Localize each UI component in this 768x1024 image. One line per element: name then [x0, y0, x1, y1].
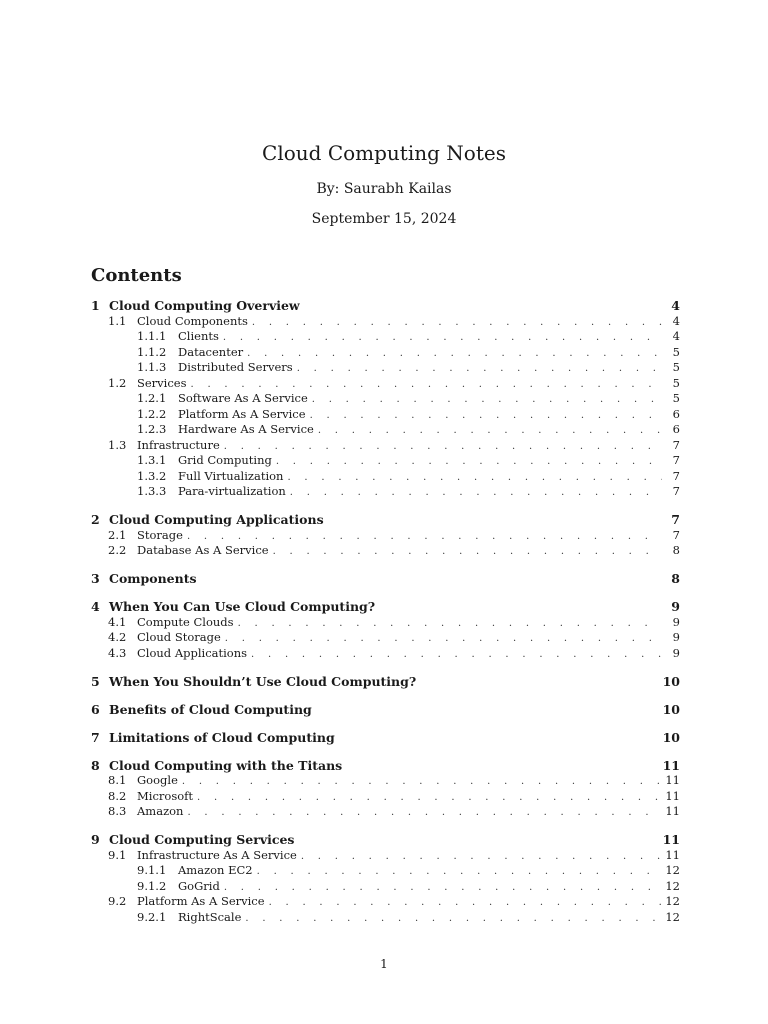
- toc-entry-page: 7: [672, 468, 680, 483]
- toc-entry-page: 12: [665, 878, 680, 893]
- toc-entry-page: 7: [671, 512, 680, 527]
- toc-subsection-entry[interactable]: [91, 314, 680, 330]
- toc-entry-page: 12: [665, 894, 680, 908]
- toc-leader-dots: [224, 880, 662, 896]
- toc-entry-title: Software As A Service: [178, 391, 308, 405]
- toc-section-entry[interactable]: [91, 674, 680, 690]
- toc-entry-page: 11: [662, 757, 680, 773]
- toc-entry-number: 9.2: [108, 894, 127, 908]
- toc-entry-number: 8.3: [108, 804, 127, 818]
- toc-subsubsection-entry[interactable]: [91, 329, 680, 345]
- toc-entry-number: 1.1.2: [137, 344, 167, 359]
- toc-entry-title: Amazon: [137, 804, 184, 818]
- toc-entry-page: 8: [672, 543, 680, 557]
- toc-entry-page: 10: [662, 701, 680, 717]
- toc-entry-page: 11: [665, 773, 680, 787]
- toc-entry-page: 9: [672, 630, 680, 644]
- toc-leader-dots: [287, 470, 662, 486]
- toc-entry-page: 7: [672, 527, 680, 542]
- toc-leader-dots: [224, 439, 662, 455]
- toc-entry-title: Compute Clouds: [137, 614, 234, 629]
- toc-leader-dots: [251, 647, 662, 663]
- toc-subsection-entry[interactable]: [91, 646, 680, 662]
- toc-entry-page: 11: [665, 804, 680, 818]
- toc-entry-number: 1: [91, 298, 100, 313]
- toc-entry-number: 1.3: [108, 437, 127, 452]
- toc-entry-title: Cloud Computing with the Titans: [109, 757, 343, 773]
- toc-entry-title: Cloud Components: [137, 313, 248, 328]
- toc-entry-title: Cloud Computing Overview: [109, 298, 300, 313]
- toc-entry-title: Components: [109, 571, 197, 586]
- toc-entry-number: 5: [91, 673, 100, 689]
- toc-subsubsection-entry[interactable]: [91, 422, 680, 438]
- toc-entry-number: 1.3.3: [137, 484, 167, 498]
- toc-leader-dots: [297, 361, 662, 377]
- toc-entry-number: 4.1: [108, 614, 127, 629]
- toc-entry-page: 10: [662, 673, 680, 689]
- toc-entry-page: 8: [671, 571, 680, 586]
- toc-subsection-entry[interactable]: [91, 789, 680, 805]
- toc-entry-page: 5: [672, 344, 680, 359]
- toc-leader-dots: [276, 454, 662, 470]
- toc-entry-number: 1.2.1: [137, 391, 167, 405]
- toc-entry-title: Clients: [178, 329, 219, 343]
- toc-entry-page: 4: [672, 313, 680, 328]
- toc-entry-number: 1.3.1: [137, 453, 167, 467]
- toc-leader-dots: [247, 346, 662, 362]
- toc-entry-title: Hardware As A Service: [178, 422, 314, 436]
- toc-entry-number: 2.1: [108, 527, 127, 542]
- toc-leader-dots: [252, 315, 662, 331]
- toc-section-entry[interactable]: [91, 599, 680, 615]
- toc-entry-page: 9: [671, 599, 680, 614]
- toc-entry-number: 8: [91, 757, 100, 773]
- toc-entry-title: Microsoft: [137, 788, 194, 803]
- toc-leader-dots: [257, 864, 662, 880]
- toc-entry-title: Cloud Applications: [137, 645, 248, 660]
- toc-entry-title: Para-virtualization: [178, 484, 286, 498]
- toc-leader-dots: [197, 790, 662, 806]
- toc-entry-title: Infrastructure: [137, 437, 220, 452]
- toc-entry-number: 9.2.1: [137, 909, 167, 924]
- document-title: Cloud Computing Notes: [262, 141, 506, 165]
- toc-entry-title: Cloud Storage: [137, 630, 221, 644]
- toc-section-entry[interactable]: [91, 702, 680, 718]
- toc-entry-title: GoGrid: [178, 878, 220, 893]
- toc-subsection-entry[interactable]: [91, 630, 680, 646]
- toc-entry-page: 5: [672, 375, 680, 390]
- toc-subsubsection-entry[interactable]: [91, 360, 680, 376]
- toc-subsubsection-entry[interactable]: [91, 407, 680, 423]
- toc-subsubsection-entry[interactable]: [91, 910, 680, 926]
- table-of-contents: [91, 298, 680, 925]
- toc-entry-page: 5: [672, 360, 680, 374]
- toc-section-entry[interactable]: [91, 512, 680, 528]
- toc-entry-page: 9: [672, 614, 680, 629]
- page-number: 1: [380, 957, 388, 971]
- toc-leader-dots: [187, 529, 662, 545]
- toc-entry-title: Services: [137, 375, 187, 390]
- toc-section-entry[interactable]: [91, 758, 680, 774]
- toc-entry-page: 4: [671, 298, 680, 313]
- toc-entry-title: Full Virtualization: [178, 468, 284, 483]
- toc-leader-dots: [318, 423, 662, 439]
- toc-entry-number: 1.1.3: [137, 360, 167, 374]
- toc-entry-title: Cloud Computing Applications: [109, 512, 324, 527]
- toc-entry-number: 1.1.1: [137, 329, 167, 343]
- toc-entry-title: Storage: [137, 527, 183, 542]
- toc-entry-page: 6: [672, 406, 680, 421]
- toc-leader-dots: [238, 616, 662, 632]
- toc-subsection-entry[interactable]: [91, 438, 680, 454]
- toc-entry-number: 3: [91, 571, 100, 586]
- toc-leader-dots: [191, 377, 662, 393]
- toc-leader-dots: [245, 911, 662, 927]
- toc-leader-dots: [290, 485, 662, 501]
- toc-section-entry[interactable]: [91, 730, 680, 746]
- toc-entry-page: 6: [672, 422, 680, 436]
- toc-entry-title: Database As A Service: [137, 543, 269, 557]
- toc-entry-number: 6: [91, 701, 100, 717]
- toc-leader-dots: [301, 849, 662, 865]
- toc-leader-dots: [269, 895, 662, 911]
- toc-entry-number: 2: [91, 512, 100, 527]
- toc-entry-title: Grid Computing: [178, 453, 272, 467]
- toc-entry-page: 7: [672, 437, 680, 452]
- toc-entry-page: 10: [662, 729, 680, 745]
- toc-entry-page: 11: [665, 847, 680, 862]
- toc-entry-number: 7: [91, 729, 100, 745]
- toc-entry-page: 4: [672, 329, 680, 343]
- toc-entry-title: Platform As A Service: [137, 894, 265, 908]
- toc-entry-number: 1.1: [108, 313, 127, 328]
- toc-subsection-entry[interactable]: [91, 528, 680, 544]
- toc-subsubsection-entry[interactable]: [91, 469, 680, 485]
- toc-section-entry[interactable]: [91, 571, 680, 587]
- toc-entry-page: 5: [672, 391, 680, 405]
- toc-entry-number: 9: [91, 832, 100, 847]
- toc-entry-title: When You Shouldn’t Use Cloud Computing?: [109, 673, 417, 689]
- toc-leader-dots: [310, 408, 662, 424]
- toc-leader-dots: [223, 330, 662, 346]
- title-block: [0, 139, 768, 229]
- toc-entry-number: 4.2: [108, 630, 127, 644]
- toc-entry-page: 9: [672, 645, 680, 660]
- toc-entry-title: Limitations of Cloud Computing: [109, 729, 335, 745]
- toc-entry-page: 11: [662, 832, 680, 847]
- toc-entry-number: 1.2: [108, 375, 127, 390]
- document-author: By: Saurabh Kailas: [316, 181, 452, 197]
- toc-entry-title: When You Can Use Cloud Computing?: [109, 599, 376, 614]
- toc-entry-title: Datacenter: [178, 344, 244, 359]
- toc-leader-dots: [312, 392, 662, 408]
- toc-entry-number: 1.3.2: [137, 468, 167, 483]
- toc-subsection-entry[interactable]: [91, 848, 680, 864]
- toc-entry-number: 4: [91, 599, 100, 614]
- toc-section-entry[interactable]: [91, 298, 680, 314]
- toc-entry-title: Google: [137, 773, 178, 787]
- toc-entry-title: Amazon EC2: [178, 863, 253, 877]
- toc-entry-page: 7: [672, 484, 680, 498]
- toc-entry-page: 12: [665, 863, 680, 877]
- toc-entry-title: Distributed Servers: [178, 360, 293, 374]
- toc-entry-title: Benefits of Cloud Computing: [109, 701, 312, 717]
- toc-entry-number: 8.2: [108, 788, 127, 803]
- toc-leader-dots: [182, 774, 662, 790]
- toc-subsubsection-entry[interactable]: [91, 391, 680, 407]
- toc-entry-number: 2.2: [108, 543, 127, 557]
- toc-subsubsection-entry[interactable]: [91, 879, 680, 895]
- toc-entry-page: 12: [665, 909, 680, 924]
- toc-entry-title: Cloud Computing Services: [109, 832, 295, 847]
- toc-section-entry[interactable]: [91, 832, 680, 848]
- toc-subsection-entry[interactable]: [91, 615, 680, 631]
- toc-leader-dots: [187, 805, 662, 821]
- toc-entry-title: Platform As A Service: [178, 406, 306, 421]
- toc-subsubsection-entry[interactable]: [91, 345, 680, 361]
- toc-entry-title: RightScale: [178, 909, 242, 924]
- toc-entry-page: 7: [672, 453, 680, 467]
- toc-subsection-entry[interactable]: [91, 376, 680, 392]
- toc-entry-number: 1.2.2: [137, 406, 167, 421]
- toc-entry-number: 9.1: [108, 847, 127, 862]
- toc-entry-title: Infrastructure As A Service: [137, 847, 297, 862]
- toc-subsection-entry[interactable]: [91, 894, 680, 910]
- toc-subsection-entry[interactable]: [91, 804, 680, 820]
- toc-subsubsection-entry[interactable]: [91, 453, 680, 469]
- toc-entry-number: 1.2.3: [137, 422, 167, 436]
- toc-leader-dots: [273, 544, 662, 560]
- toc-entry-number: 9.1.2: [137, 878, 167, 893]
- toc-entry-number: 4.3: [108, 645, 127, 660]
- toc-subsubsection-entry[interactable]: [91, 863, 680, 879]
- toc-entry-number: 8.1: [108, 773, 127, 787]
- toc-entry-page: 11: [665, 788, 680, 803]
- document-date: September 15, 2024: [311, 211, 457, 227]
- contents-heading: Contents: [91, 265, 182, 286]
- toc-entry-number: 9.1.1: [137, 863, 167, 877]
- toc-subsection-entry[interactable]: [91, 773, 680, 789]
- toc-leader-dots: [225, 631, 662, 647]
- toc-subsubsection-entry[interactable]: [91, 484, 680, 500]
- toc-subsection-entry[interactable]: [91, 543, 680, 559]
